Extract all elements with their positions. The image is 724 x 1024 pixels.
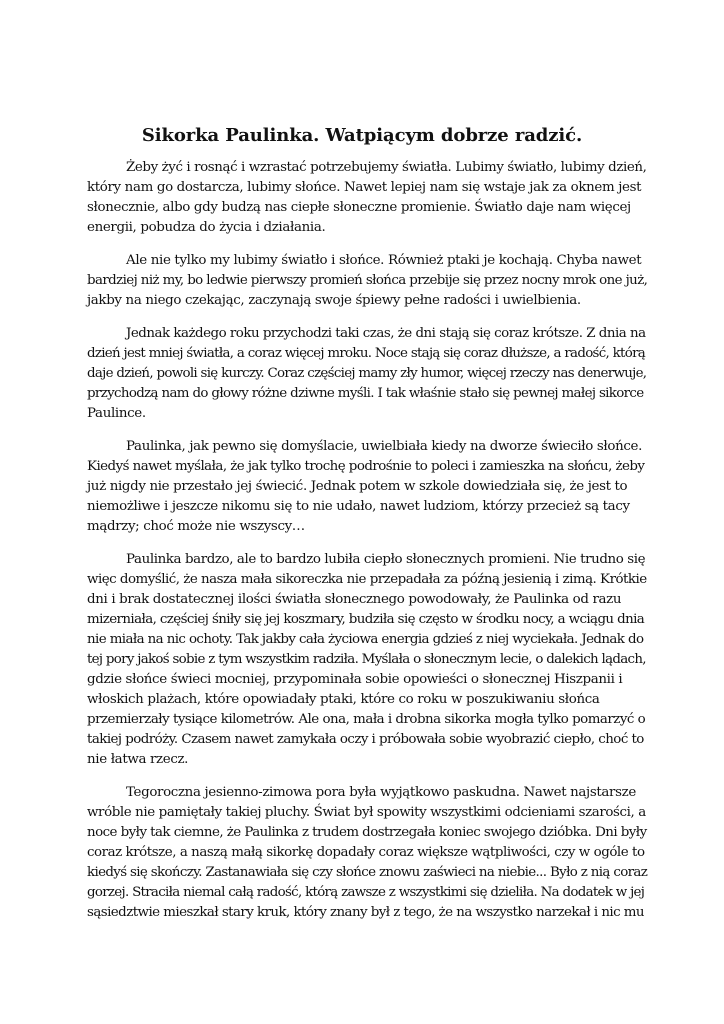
paragraph-line: słonecznie, albo gdy budzą nas ciepłe słoneczne promienie. Światło daje nam więcej — [87, 200, 631, 215]
paragraph-4 — [87, 437, 647, 537]
paragraph-6 — [87, 783, 647, 923]
paragraph-line: Jednak każdego roku przychodzi taki czas, że dni stają się coraz krótsze. Z dnia na — [126, 326, 646, 341]
paragraph-line: Paulince. — [87, 406, 146, 421]
paragraph-line: nie łatwa rzecz. — [87, 752, 189, 767]
paragraph-line: tej pory jakoś sobie z tym wszystkim radziła. Myślała o słonecznym lecie, o dalekich lądach, — [87, 652, 646, 667]
paragraph-line: kiedyś się skończy. Zastanawiała się czy słońce znowu zaświeci na niebie... Było z nią coraz — [87, 865, 648, 880]
paragraph-line: Ale nie tylko my lubimy światło i słońce. Również ptaki je kochają. Chyba nawet — [126, 253, 642, 268]
paragraph-line: już nigdy nie przestało jej świecić. Jednak potem w szkole dowiedziała się, że jest to — [87, 479, 628, 494]
paragraph-5 — [87, 550, 647, 770]
paragraph-line: takiej podróży. Czasem nawet zamykała oczy i próbowała sobie wyobrazić ciepło, choć to — [87, 732, 644, 747]
paragraph-line: mizerniała, częściej śniły się jej koszmary, budziła się często w środku nocy, a wciągu dnia — [87, 612, 645, 627]
paragraph-line: Żeby żyć i rosnąć i wzrastać potrzebujemy światła. Lubimy światło, lubimy dzień, — [126, 160, 647, 175]
paragraph-line: który nam go dostarcza, lubimy słońce. Nawet lepiej nam się wstaje jak za oknem jest — [87, 180, 642, 195]
paragraph-line: coraz krótsze, a naszą małą sikorkę dopadały coraz większe wątpliwości, czy w ogóle to — [87, 845, 645, 860]
paragraph-line: Kiedyś nawet myślała, że jak tylko trochę podrośnie to poleci i zamieszka na słońcu, żeby — [87, 459, 645, 474]
paragraph-line: dni i brak dostatecznej ilości światła słonecznego powodowały, że Paulinka od razu — [87, 592, 622, 607]
paragraph-line: Paulinka, jak pewno się domyślacie, uwielbiała kiedy na dworze świeciło słońce. — [126, 439, 643, 454]
paragraph-line: przychodzą nam do głowy różne dziwne myśli. I tak właśnie stało się pewnej małej sikorce — [87, 386, 644, 401]
paragraph-line: dzień jest mniej światła, a coraz więcej mroku. Noce stają się coraz dłuższe, a radość, którą — [87, 346, 646, 361]
paragraph-line: Paulinka bardzo, ale to bardzo lubiła ciepło słonecznych promieni. Nie trudno się — [126, 552, 646, 567]
paragraph-line: sąsiedztwie mieszkał stary kruk, który znany był z tego, że na wszystko narzekał i nic mu — [87, 905, 645, 920]
paragraph-3 — [87, 324, 647, 424]
paragraph-line: noce były tak ciemne, że Paulinka z trudem dostrzegała koniec swojego dzióbka. Dni były — [87, 825, 647, 840]
paragraph-line: przemierzały tysiące kilometrów. Ale ona, mała i drobna sikorka mogła tylko pomarzyć o — [87, 712, 646, 727]
paragraph-line: bardziej niż my, bo ledwie pierwszy promień słońca przebije się przez nocny mrok one już, — [87, 273, 648, 288]
paragraph-1 — [87, 158, 647, 238]
paragraph-line: daje dzień, powoli się kurczy. Coraz częściej mamy zły humor, więcej rzeczy nas denerwuje, — [87, 366, 647, 381]
paragraph-line: energii, pobudza do życia i działania. — [87, 220, 326, 235]
paragraph-line: wróble nie pamiętały takiej pluchy. Świat był spowity wszystkimi odcieniami szarości, a — [87, 805, 646, 820]
paragraph-line: niemożliwe i jeszcze nikomu się to nie udało, nawet ludziom, którzy przecież są tacy — [87, 499, 630, 514]
paragraph-line: jakby na niego czekając, zaczynają swoje śpiewy pełne radości i uwielbienia. — [87, 293, 581, 308]
paragraph-line: Tegoroczna jesienno-zimowa pora była wyjątkowo paskudna. Nawet najstarsze — [126, 785, 636, 800]
document-body — [87, 158, 647, 936]
paragraph-line: gdzie słońce świeci mocniej, przypominała sobie opowieści o słonecznej Hiszpanii i — [87, 672, 623, 687]
paragraph-line: gorzej. Straciła niemal całą radość, którą zawsze z wszystkimi się dzieliła. Na dodatek w jej — [87, 885, 645, 900]
paragraph-line: nie miała na nic ochoty. Tak jakby cała życiowa energia gdzieś z niej wyciekała. Jednak do — [87, 632, 644, 647]
paragraph-line: mądrzy; choć może nie wszyscy… — [87, 519, 305, 534]
document-title: Sikorka Paulinka. Watpiącym dobrze radzić. — [141, 125, 583, 146]
paragraph-line: więc domyślić, że nasza mała sikoreczka nie przepadała za późną jesienią i zimą. Krótkie — [87, 572, 647, 587]
paragraph-line: włoskich plażach, które opowiadały ptaki, które co roku w poszukiwaniu słońca — [87, 692, 600, 707]
paragraph-2 — [87, 251, 647, 311]
